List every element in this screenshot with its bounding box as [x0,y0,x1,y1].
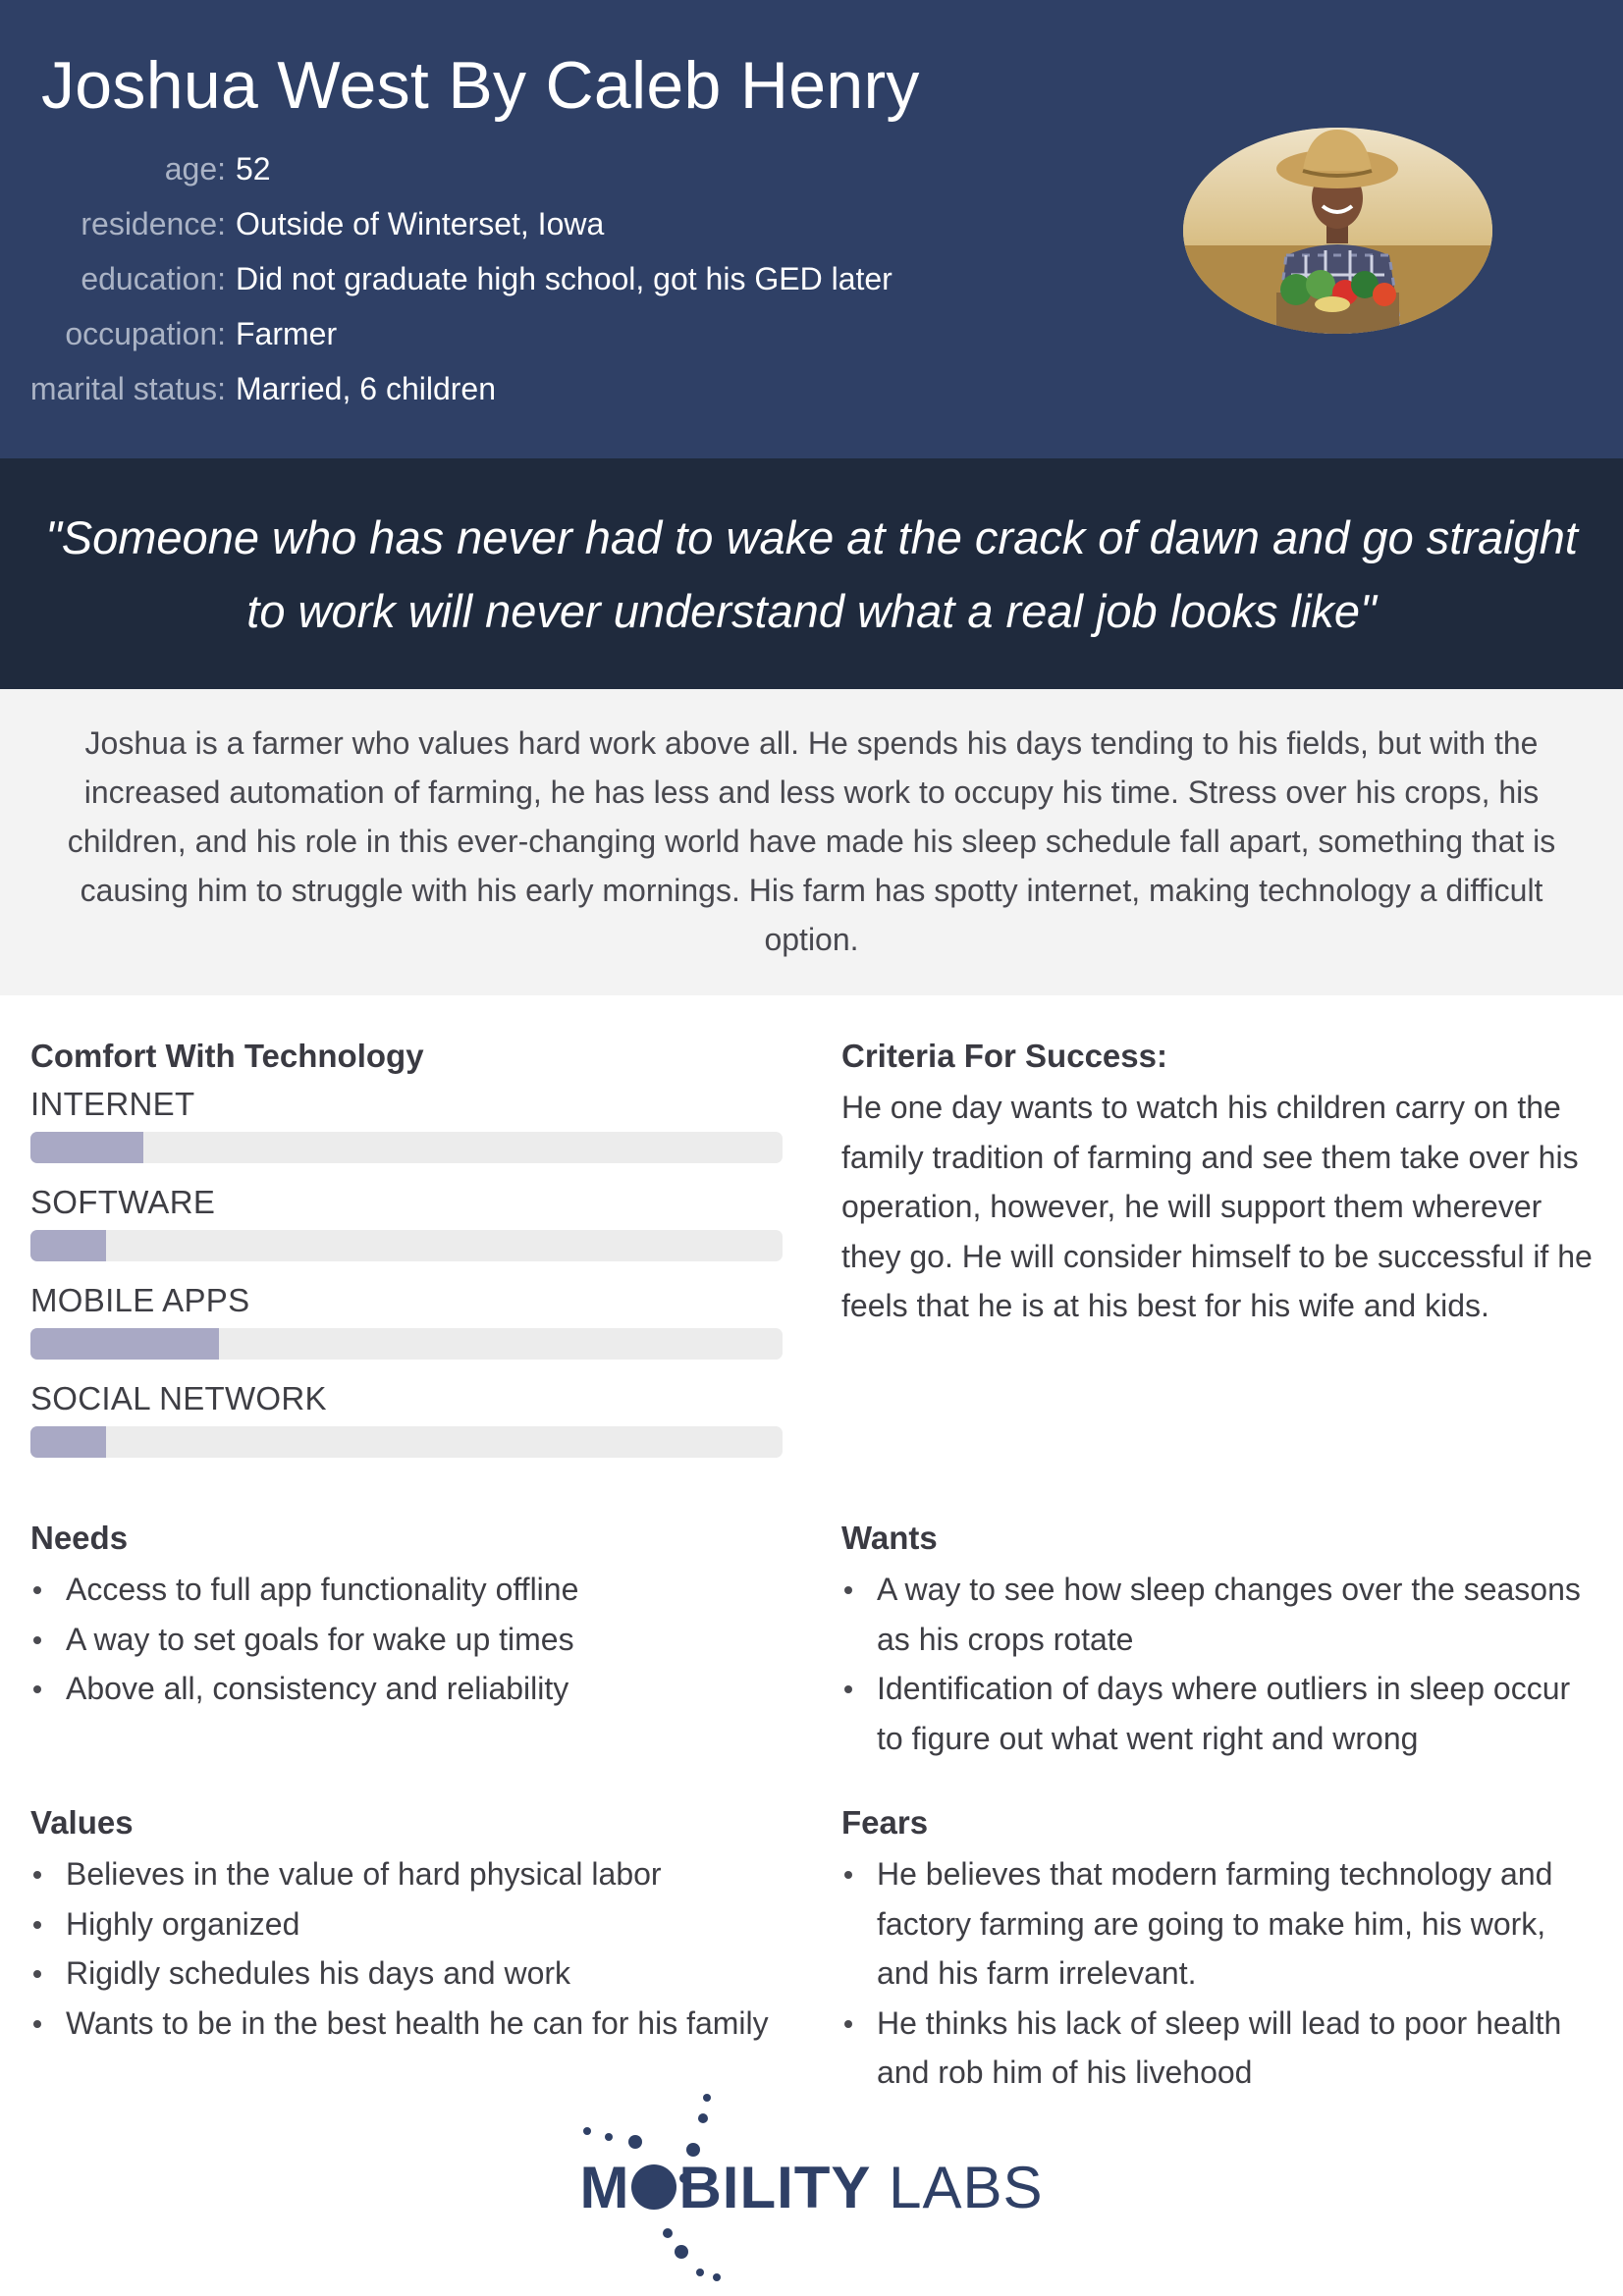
info-value: Married, 6 children [236,370,496,406]
persona-header [0,0,1623,458]
list-item: Above all, consistency and reliability [30,1664,806,1714]
persona-bio: Joshua is a farmer who values hard work above all. He spends his days tending to his fields, but with the increased automation of farming, he has less and less work to occupy his time. Stress over his crops, his children, and his role in this ever-changing world have made his sleep schedule fall apart, something that is causing him to struggle with his early mornings. His farm has spotty internet, making technology a difficult option. [67,725,1556,957]
persona-title: Joshua West By Caleb Henry [41,48,920,123]
bar-track-social-network [30,1426,783,1458]
info-row-education [0,251,982,306]
list-item: A way to see how sleep changes over the seasons as his crops rotate [841,1565,1602,1664]
list-item: Believes in the value of hard physical labor [30,1849,816,1899]
mobility-labs-logo [0,2154,1623,2221]
wants-heading: Wants [841,1520,938,1556]
list-item: Rigidly schedules his days and work [30,1949,816,1999]
list-item: Access to full app functionality offline [30,1565,806,1615]
info-row-marital-status [0,361,982,416]
persona-quote: "Someone who has never had to wake at the crack of dawn and go straight to work will never understand what a real job looks like" [45,510,1578,637]
needs-heading: Needs [30,1520,129,1556]
logo-o-dot-icon [631,2164,676,2210]
bar-fill-internet [30,1132,143,1163]
list-item: He believes that modern farming technology and factory farming are going to make him, his work, and his farm irrelevant. [841,1849,1602,1999]
farmer-portrait-illustration [1183,128,1492,334]
info-row-residence [0,196,982,251]
info-label: age: [164,150,226,187]
logo-m: M [579,2155,630,2220]
wants-list [841,1565,1602,1763]
info-row-age [0,141,982,196]
info-row-occupation [0,306,982,361]
bar-fill-software [30,1230,106,1261]
info-value: Farmer [236,315,338,351]
criteria-heading: Criteria For Success: [841,1038,1167,1074]
persona-photo [1183,128,1492,334]
list-item: Wants to be in the best health he can for his family [30,1999,816,2049]
bar-track-software [30,1230,783,1261]
values-list [30,1849,816,2048]
bar-label-mobile-apps: MOBILE APPS [30,1282,250,1318]
bar-fill-social-network [30,1426,106,1458]
list-item: Identification of days where outliers in sleep occur to figure out what went right and wrong [841,1664,1602,1763]
values-heading: Values [30,1804,134,1841]
bar-fill-mobile-apps [30,1328,219,1360]
criteria-text: He one day wants to watch his children carry on the family tradition of farming and see them take over his operation, however, he will support them wherever they go. He will consider himself to be successful if he feels that he is at his best for his wife and kids. [841,1090,1593,1323]
needs-list [30,1565,806,1714]
info-value: Outside of Winterset, Iowa [236,205,605,241]
comfort-heading: Comfort With Technology [30,1038,424,1074]
persona-info-list [0,141,982,416]
bio-band [0,689,1623,995]
bar-label-software: SOFTWARE [30,1184,216,1220]
quote-band [0,458,1623,689]
fears-list [841,1849,1602,2098]
info-value: Did not graduate high school, got his GED later [236,260,893,296]
bar-label-internet: INTERNET [30,1086,195,1122]
bar-label-social-network: SOCIAL NETWORK [30,1380,327,1416]
info-value: 52 [236,150,271,187]
list-item: A way to set goals for wake up times [30,1615,806,1665]
list-item: Highly organized [30,1899,816,1949]
logo-labs: LABS [889,2155,1044,2220]
info-label: occupation: [65,315,226,351]
fears-heading: Fears [841,1804,929,1841]
list-item: He thinks his lack of sleep will lead to poor health and rob him of his livehood [841,1999,1602,2098]
logo-bility: BILITY [678,2155,872,2220]
bar-track-mobile-apps [30,1328,783,1360]
info-label: marital status: [29,370,226,406]
info-label: residence: [81,205,226,241]
info-label: education: [81,260,226,296]
bar-track-internet [30,1132,783,1163]
